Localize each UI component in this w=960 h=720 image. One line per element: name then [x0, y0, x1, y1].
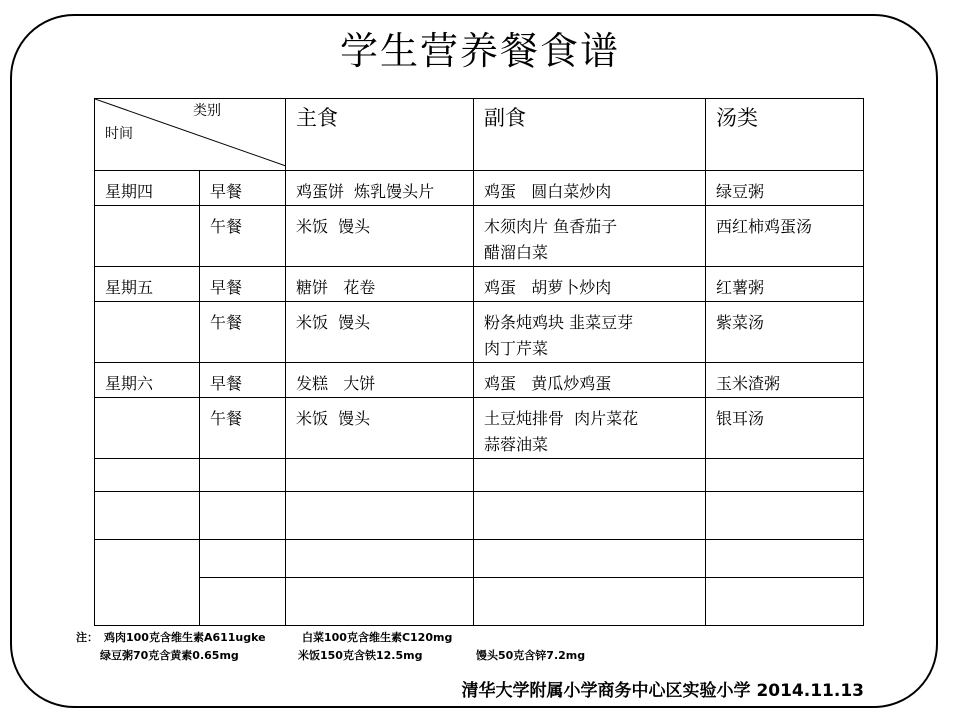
- soup-cell: 绿豆粥: [706, 171, 864, 206]
- empty-cell: [706, 540, 864, 578]
- empty-cell: [474, 578, 706, 626]
- soup-cell: 红薯粥: [706, 267, 864, 302]
- empty-row: [95, 492, 864, 540]
- side-cell: 鸡蛋 圆白菜炒肉: [474, 171, 706, 206]
- school-footer: 清华大学附属小学商务中心区实验小学 2014.11.13: [461, 681, 864, 701]
- staple-cell: 米饭 馒头: [286, 206, 474, 267]
- notes-label: 注：: [76, 631, 98, 644]
- table-row: [95, 398, 864, 459]
- staple-cell: 鸡蛋饼 炼乳馒头片: [286, 171, 474, 206]
- empty-cell: [200, 578, 286, 626]
- empty-row: [95, 578, 864, 626]
- empty-cell: [286, 578, 474, 626]
- table-row: [95, 171, 864, 206]
- page-title: 学生营养餐食谱: [339, 29, 620, 73]
- day-cell: [95, 206, 200, 267]
- staple-cell: 米饭 馒头: [286, 398, 474, 459]
- day-cell: 星期五: [95, 267, 200, 302]
- column-header-soup: 汤类: [706, 99, 864, 171]
- side-cell: 粉条炖鸡块 韭菜豆芽 肉丁芹菜: [474, 302, 706, 363]
- note-item: 米饭150克含铁12.5mg: [298, 649, 423, 662]
- meal-cell: 早餐: [200, 171, 286, 206]
- table-row: [95, 206, 864, 267]
- note-item: 白菜100克含维生素C120mg: [302, 631, 453, 644]
- column-header-side: 副食: [474, 99, 706, 171]
- day-cell: 星期四: [95, 171, 200, 206]
- meal-cell: 午餐: [200, 206, 286, 267]
- empty-cell: [474, 540, 706, 578]
- empty-cell: [95, 540, 200, 626]
- side-cell: 鸡蛋 黄瓜炒鸡蛋: [474, 363, 706, 398]
- soup-cell: 玉米渣粥: [706, 363, 864, 398]
- table-row: [95, 267, 864, 302]
- empty-cell: [706, 492, 864, 540]
- empty-cell: [200, 459, 286, 492]
- soup-cell: 西红柿鸡蛋汤: [706, 206, 864, 267]
- day-cell: [95, 398, 200, 459]
- soup-cell: 银耳汤: [706, 398, 864, 459]
- note-item: 绿豆粥70克含黄素0.65mg: [100, 649, 239, 662]
- corner-category-label: 类别: [193, 103, 221, 119]
- staple-cell: 发糕 大饼: [286, 363, 474, 398]
- meal-cell: 早餐: [200, 363, 286, 398]
- empty-cell: [200, 492, 286, 540]
- meal-cell: 早餐: [200, 267, 286, 302]
- empty-cell: [706, 459, 864, 492]
- corner-time-label: 时间: [105, 126, 133, 142]
- header-row: [95, 99, 864, 171]
- empty-cell: [286, 540, 474, 578]
- menu-table: [94, 98, 864, 626]
- day-cell: 星期六: [95, 363, 200, 398]
- side-cell: 木须肉片 鱼香茄子 醋溜白菜: [474, 206, 706, 267]
- meal-cell: 午餐: [200, 398, 286, 459]
- empty-row: [95, 540, 864, 578]
- empty-row: [95, 459, 864, 492]
- note-item: 馒头50克含锌7.2mg: [476, 649, 586, 662]
- side-cell: 鸡蛋 胡萝卜炒肉: [474, 267, 706, 302]
- empty-cell: [286, 492, 474, 540]
- corner-header-cell: [95, 99, 286, 171]
- empty-cell: [200, 540, 286, 578]
- table-row: [95, 302, 864, 363]
- empty-cell: [286, 459, 474, 492]
- day-cell: [95, 302, 200, 363]
- empty-cell: [706, 578, 864, 626]
- empty-cell: [95, 459, 200, 492]
- note-item: 鸡肉100克含维生素A611ugke: [104, 631, 266, 644]
- soup-cell: 紫菜汤: [706, 302, 864, 363]
- side-cell: 土豆炖排骨 肉片菜花 蒜蓉油菜: [474, 398, 706, 459]
- column-header-staple: 主食: [286, 99, 474, 171]
- staple-cell: 糖饼 花卷: [286, 267, 474, 302]
- empty-cell: [95, 492, 200, 540]
- staple-cell: 米饭 馒头: [286, 302, 474, 363]
- empty-cell: [474, 492, 706, 540]
- table-row: [95, 363, 864, 398]
- empty-cell: [474, 459, 706, 492]
- meal-cell: 午餐: [200, 302, 286, 363]
